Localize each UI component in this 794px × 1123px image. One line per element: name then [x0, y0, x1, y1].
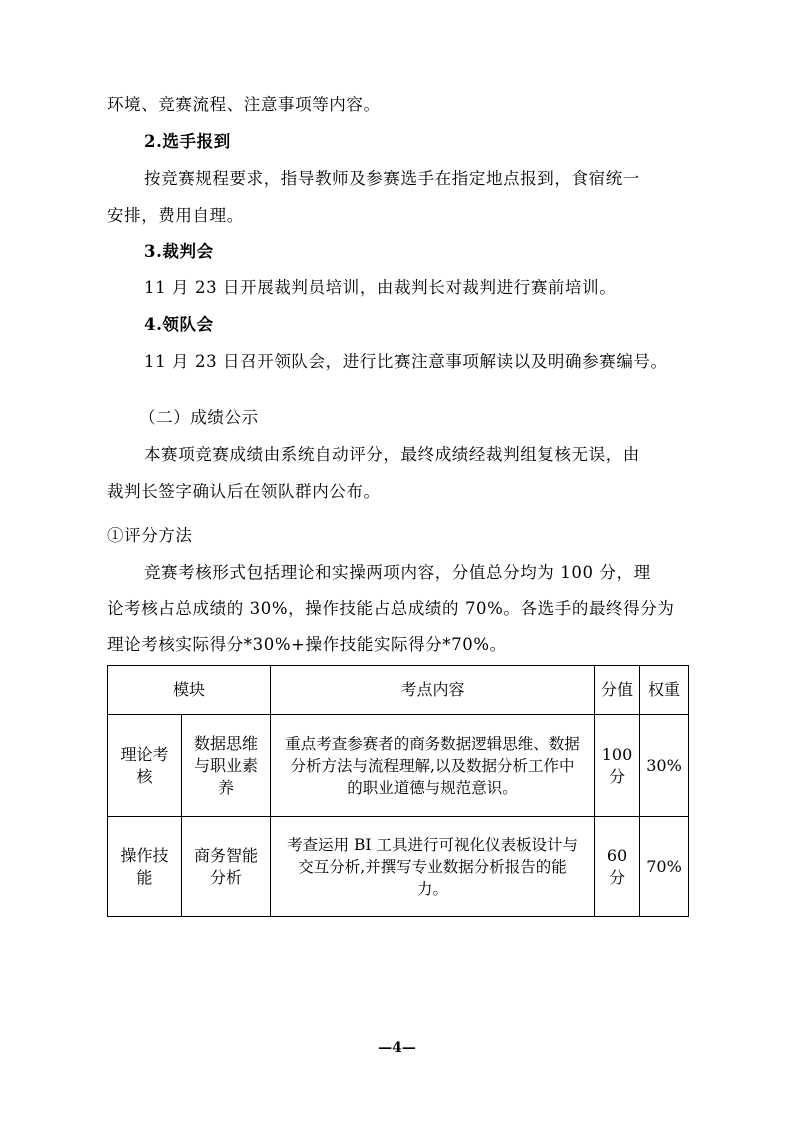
header-content: 考点内容	[271, 666, 595, 715]
table-row	[108, 715, 689, 817]
header-score: 分值	[595, 666, 640, 715]
subsection-heading: （二）成绩公示	[139, 408, 259, 427]
scoring-table	[107, 665, 689, 917]
paragraph-line: 11 月 23 日召开领队会，进行比赛注意事项解读以及明确参赛编号。	[144, 352, 668, 371]
cell-score: 60分	[595, 817, 640, 917]
section-heading: 4.领队会	[144, 315, 214, 334]
paragraph-line: 环境、竞赛流程、注意事项等内容。	[107, 95, 381, 114]
cell-content: 考查运用 BI 工具进行可视化仪表板设计与交互分析,并撰写专业数据分析报告的能力。	[271, 817, 595, 917]
section-heading: 3.裁判会	[144, 242, 214, 261]
cell-weight: 70%	[640, 817, 689, 917]
cell-category: 操作技能	[108, 817, 182, 917]
subsection-heading: ①评分方法	[107, 526, 193, 545]
paragraph-line: 理论考核实际得分*30%+操作技能实际得分*70%。	[107, 635, 507, 654]
paragraph-line: 11 月 23 日开展裁判员培训，由裁判长对裁判进行赛前培训。	[144, 278, 617, 297]
paragraph-line: 安排，费用自理。	[107, 206, 244, 225]
cell-weight: 30%	[640, 715, 689, 817]
paragraph-line: 论考核占总成绩的 30%，操作技能占总成绩的 70%。各选手的最终得分为	[107, 599, 675, 618]
cell-score: 100分	[595, 715, 640, 817]
paragraph-line: 竞赛考核形式包括理论和实操两项内容，分值总分均为 100 分，理	[144, 563, 651, 582]
header-weight: 权重	[640, 666, 689, 715]
cell-category: 理论考核	[108, 715, 182, 817]
page-number: —4—	[378, 1040, 416, 1056]
table-row	[108, 817, 689, 917]
cell-module: 数据思维与职业素养	[182, 715, 271, 817]
paragraph-line: 裁判长签字确认后在领队群内公布。	[107, 482, 381, 501]
table-header-row	[108, 666, 689, 715]
paragraph-line: 按竞赛规程要求，指导教师及参赛选手在指定地点报到，食宿统一	[144, 169, 640, 188]
cell-content: 重点考查参赛者的商务数据逻辑思维、数据分析方法与流程理解,以及数据分析工作中的职业道德与规范意识。	[271, 715, 595, 817]
header-module: 模块	[108, 666, 271, 715]
paragraph-line: 本赛项竞赛成绩由系统自动评分，最终成绩经裁判组复核无误，由	[144, 445, 640, 464]
cell-module: 商务智能分析	[182, 817, 271, 917]
section-heading: 2.选手报到	[144, 132, 231, 151]
